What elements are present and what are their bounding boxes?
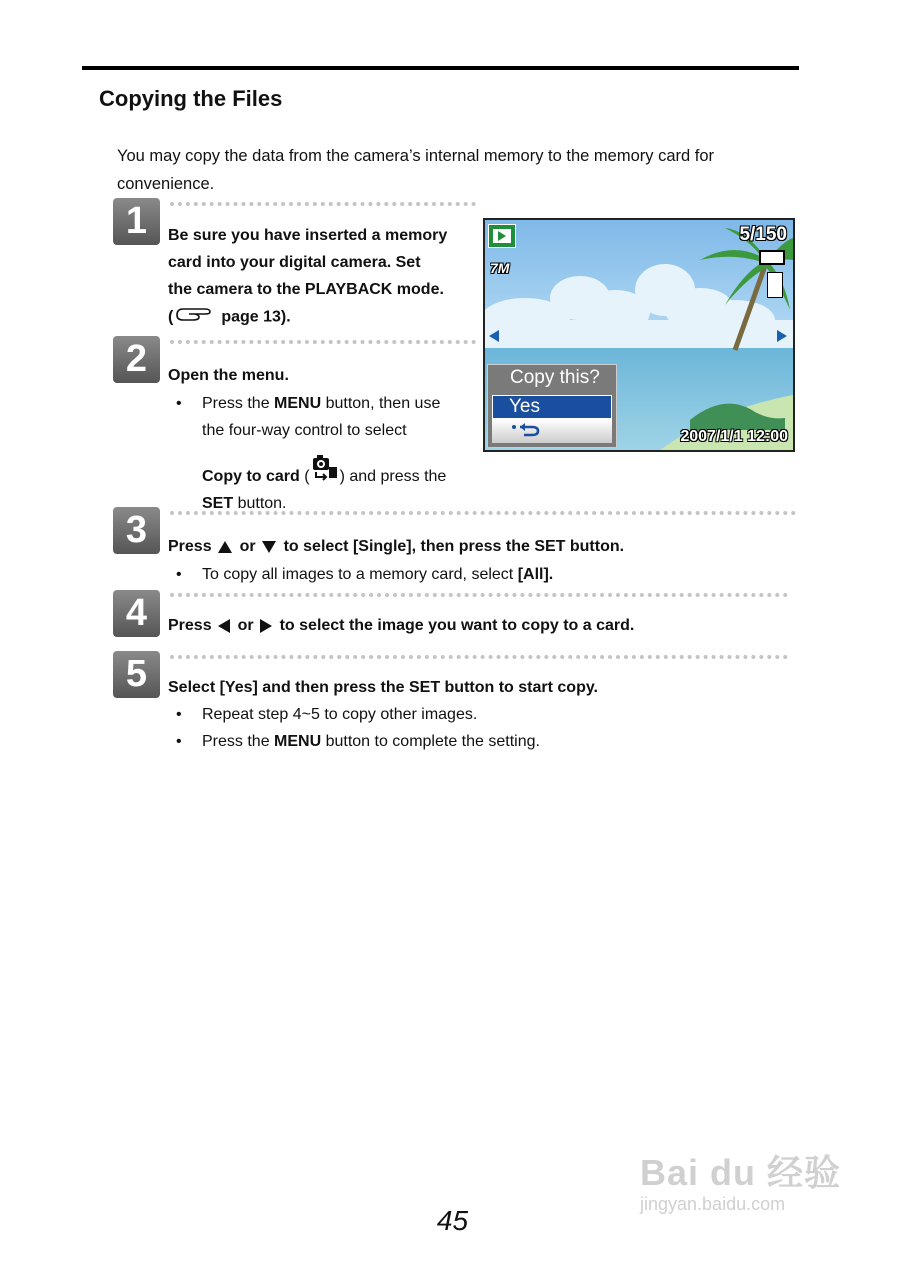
step-4-text: Press or to select the image you want to copy to a card. (168, 617, 635, 634)
bullet: • (176, 566, 182, 583)
baidu-watermark: Bai du 经验 jingyan.baidu.com (640, 1152, 842, 1214)
step-3-divider (170, 511, 796, 515)
up-arrow-icon (218, 541, 232, 553)
step-4-badge: 4 (113, 590, 160, 637)
battery-icon (759, 250, 785, 265)
top-rule (82, 66, 799, 70)
page-number: 45 (436, 1205, 469, 1236)
step-4-divider (170, 593, 788, 597)
step-2-bullet-text: Press the MENU button, then use the four-way control to select Copy to card ( ) and press the SET button. (202, 395, 447, 512)
intro-paragraph: You may copy the data from the camera’s internal memory to the memory card for convenience. (117, 147, 715, 193)
bullet: • (176, 733, 182, 750)
copy-dialog (487, 364, 617, 448)
camera-lcd-screen (483, 218, 795, 452)
copy-to-card-icon (310, 451, 340, 490)
step-5-heading: Select [Yes] and then press the SET button to start copy. (168, 679, 598, 696)
step-5-divider (170, 655, 788, 659)
resolution-indicator: 7M (490, 260, 510, 276)
step-2-heading: Open the menu. (168, 367, 289, 384)
protect-icon (767, 272, 783, 298)
step-2-badge: 2 (113, 336, 160, 383)
playback-mode-icon (488, 224, 516, 248)
left-arrow-icon (218, 619, 230, 633)
date-time-stamp: 2007/1/1 12:00 (680, 428, 788, 445)
step-5-bullet-2: Press the MENU button to complete the setting. (202, 733, 540, 750)
bullet: • (176, 706, 182, 723)
step-5-badge: 5 (113, 651, 160, 698)
step-1-divider (170, 202, 476, 206)
menu-option-back[interactable] (492, 419, 612, 443)
down-arrow-icon (262, 541, 276, 553)
step-1-badge: 1 (113, 198, 160, 245)
return-arrow-icon (508, 421, 542, 442)
step-3-text: Press or to select [Single], then press the SET button. (168, 538, 625, 555)
image-counter: 5/150 (739, 224, 787, 245)
right-arrow-icon (260, 619, 272, 633)
step-5-bullet-1: Repeat step 4~5 to copy other images. (202, 706, 478, 723)
step-1-text: Be sure you have inserted a memory card into your digital camera. Set the camera to the PLAYBACK mode. ( page 13). (168, 222, 447, 332)
step-3-bullet-text: To copy all images to a memory card, select [All]. (202, 566, 554, 583)
pointing-hand-icon (175, 303, 213, 332)
menu-option-yes[interactable]: Yes (492, 395, 612, 419)
step-2-divider (170, 340, 476, 344)
copy-dialog-title: Copy this? (510, 367, 600, 388)
bullet: • (176, 395, 182, 412)
section-title: Copying the Files (99, 86, 283, 111)
step-3-badge: 3 (113, 507, 160, 554)
